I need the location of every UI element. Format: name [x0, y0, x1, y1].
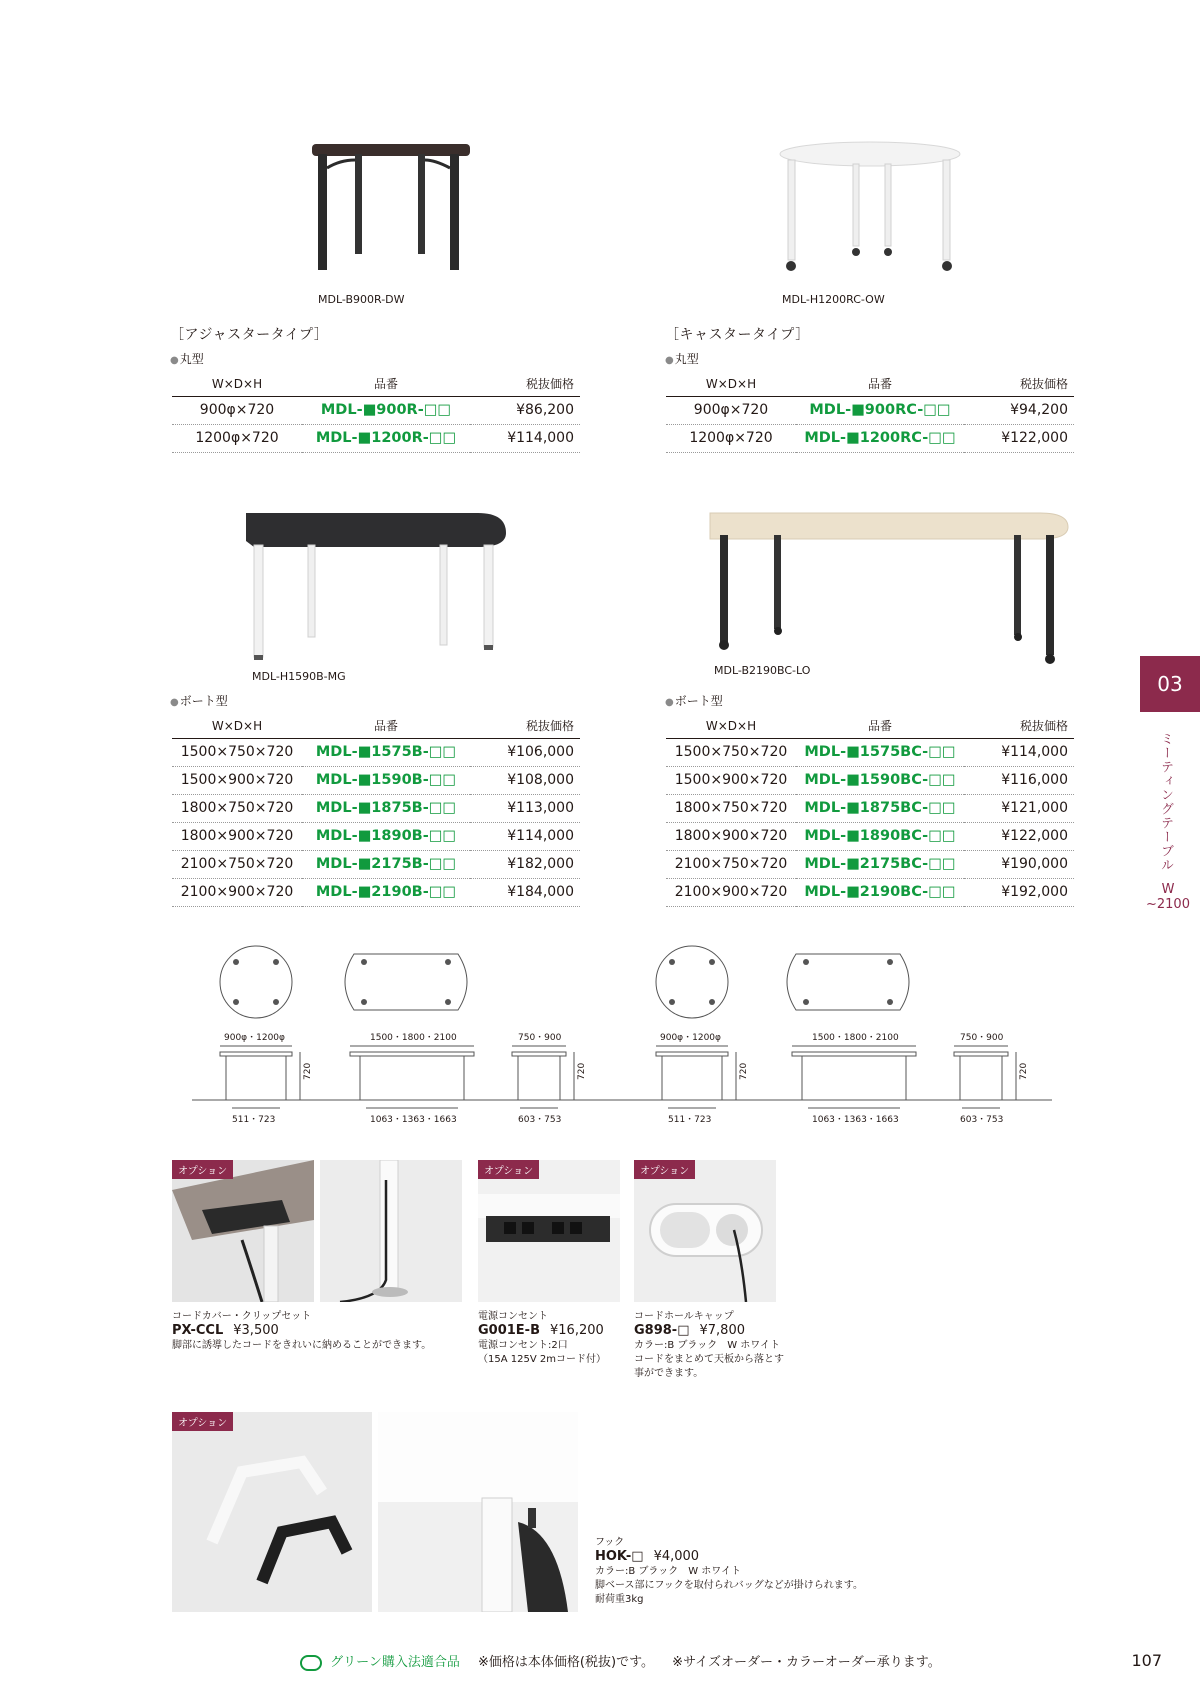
dim-boat-width-left: 1500・1800・2100: [370, 1033, 457, 1043]
caption-round-caster: MDL-H1200RC-OW: [782, 293, 885, 306]
product-photo-round-adjuster: [300, 138, 480, 278]
price-cell: ¥190,000: [964, 850, 1074, 878]
option-tag-hook: オプション: [172, 1412, 233, 1431]
code-cell: MDL-■1890BC-□□: [796, 822, 964, 850]
adjuster-type-title: ［アジャスタータイプ］: [170, 327, 329, 343]
table-row: [172, 878, 580, 906]
photo-cord-cover-1: [172, 1160, 314, 1302]
code-cell: MDL-■1890B-□□: [302, 822, 470, 850]
option-tag-cord-hole: オプション: [634, 1160, 695, 1179]
header-size: W×D×H: [666, 372, 796, 396]
size-cell: 1500×900×720: [666, 766, 796, 794]
table-row: [666, 396, 1074, 424]
size-cell: 1800×750×720: [666, 794, 796, 822]
size-cell: 2100×900×720: [172, 878, 302, 906]
option-desc: コードをまとめて天板から落とす: [634, 1354, 784, 1365]
product-photo-boat-caster: [706, 505, 1070, 665]
price-cell: ¥113,000: [470, 794, 580, 822]
boat-caster-table: [666, 714, 1074, 907]
option-price: ¥16,200: [550, 1323, 604, 1338]
option-desc: 脚ベース部にフックを取付られバッグなどが掛けられます。: [595, 1580, 863, 1591]
option-outlet: [478, 1310, 638, 1367]
table-row: [666, 822, 1074, 850]
code-cell: MDL-■1575BC-□□: [796, 738, 964, 766]
price-cell: ¥184,000: [470, 878, 580, 906]
table-row: [666, 738, 1074, 766]
header-price: 税抜価格: [470, 372, 580, 396]
table-row: [666, 878, 1074, 906]
width-label: W: [1161, 882, 1175, 897]
table-row: [666, 794, 1074, 822]
dim-round-width-left: 900φ・1200φ: [224, 1033, 285, 1043]
option-name: 電源コンセント: [478, 1311, 548, 1322]
option-code: G898-□: [634, 1323, 690, 1338]
option-cord-cover: [172, 1310, 472, 1353]
dim-height-3: 720: [739, 1062, 749, 1080]
header-code: 品番: [302, 372, 470, 396]
code-cell: MDL-■2190B-□□: [302, 878, 470, 906]
dim-height-2: 720: [577, 1062, 587, 1080]
price-cell: ¥192,000: [964, 878, 1074, 906]
round-caster-table: [666, 372, 1074, 453]
price-cell: ¥182,000: [470, 850, 580, 878]
option-price: ¥3,500: [233, 1323, 279, 1338]
table-row: [666, 850, 1074, 878]
table-row: [172, 738, 580, 766]
caster-type-title: ［キャスタータイプ］: [665, 327, 810, 343]
option-desc: 耐荷重3kg: [595, 1594, 644, 1605]
price-cell: ¥114,000: [964, 738, 1074, 766]
dim-boat-leg-left: 1063・1363・1663: [370, 1115, 457, 1125]
dim-depth-left: 750・900: [518, 1033, 562, 1043]
size-cell: 1200φ×720: [172, 424, 302, 452]
size-cell: 1800×900×720: [172, 822, 302, 850]
dim-boat-width-right: 1500・1800・2100: [812, 1033, 899, 1043]
option-code: PX-CCL: [172, 1323, 224, 1338]
size-cell: 1800×750×720: [172, 794, 302, 822]
code-cell: MDL-■1575B-□□: [302, 738, 470, 766]
table-row: [172, 850, 580, 878]
price-cell: ¥114,000: [470, 424, 580, 452]
table-row: [172, 794, 580, 822]
dim-depth-leg-right: 603・753: [960, 1115, 1004, 1125]
dim-height-1: 720: [303, 1062, 313, 1080]
price-cell: ¥108,000: [470, 766, 580, 794]
dim-boat-leg-right: 1063・1363・1663: [812, 1115, 899, 1125]
option-desc: 事ができます。: [634, 1368, 704, 1379]
option-desc: カラー:B ブラック W ホワイト: [634, 1340, 780, 1351]
code-cell: MDL-■1590BC-□□: [796, 766, 964, 794]
footer: [300, 1651, 941, 1671]
header-code: 品番: [796, 714, 964, 738]
dimension-diagram: [180, 940, 1060, 1130]
option-tag-cord-cover: オプション: [172, 1160, 233, 1179]
footer-note-order: ※サイズオーダー・カラーオーダー承ります。: [672, 1655, 941, 1670]
photo-hook-1: [172, 1412, 372, 1612]
photo-hook-2: [378, 1412, 578, 1612]
size-cell: 2100×750×720: [172, 850, 302, 878]
dim-height-4: 720: [1019, 1062, 1029, 1080]
size-cell: 900φ×720: [666, 396, 796, 424]
option-name: コードホールキャップ: [634, 1311, 734, 1322]
dim-round-leg-right: 511・723: [668, 1115, 712, 1125]
table-row: [666, 424, 1074, 452]
table-row: [172, 766, 580, 794]
option-cord-hole: [634, 1310, 814, 1381]
chapter-tab: 03: [1140, 656, 1200, 712]
code-cell: MDL-■2175B-□□: [302, 850, 470, 878]
caption-round-adjuster: MDL-B900R-DW: [318, 293, 405, 306]
caption-boat-caster: MDL-B2190BC-LO: [714, 664, 811, 677]
header-size: W×D×H: [172, 714, 302, 738]
round-label-left: ● 丸型: [170, 350, 204, 367]
price-cell: ¥94,200: [964, 396, 1074, 424]
table-row: [172, 396, 580, 424]
boat-label-left: ● ボート型: [170, 692, 228, 709]
size-cell: 2100×750×720: [666, 850, 796, 878]
caption-boat-adjuster: MDL-H1590B-MG: [252, 670, 346, 683]
page-number: 107: [1131, 1651, 1162, 1670]
size-cell: 900φ×720: [172, 396, 302, 424]
option-name: コードカバー・クリップセット: [172, 1311, 312, 1322]
price-cell: ¥106,000: [470, 738, 580, 766]
photo-cord-cover-2: [320, 1160, 462, 1302]
code-cell: MDL-■900RC-□□: [796, 396, 964, 424]
table-row: [172, 822, 580, 850]
code-cell: MDL-■1200R-□□: [302, 424, 470, 452]
size-cell: 1500×900×720: [172, 766, 302, 794]
round-adjuster-table: [172, 372, 580, 453]
option-code: HOK-□: [595, 1549, 644, 1564]
size-cell: 1500×750×720: [666, 738, 796, 766]
option-tag-outlet: オプション: [478, 1160, 539, 1179]
option-price: ¥4,000: [653, 1549, 700, 1564]
option-name: フック: [595, 1537, 625, 1548]
size-cell: 1500×750×720: [172, 738, 302, 766]
option-hook: [595, 1536, 895, 1607]
photo-outlet: [478, 1160, 620, 1302]
size-cell: 1200φ×720: [666, 424, 796, 452]
header-price: 税抜価格: [964, 372, 1074, 396]
header-code: 品番: [796, 372, 964, 396]
product-photo-boat-adjuster: [240, 505, 510, 665]
header-price: 税抜価格: [470, 714, 580, 738]
code-cell: MDL-■2190BC-□□: [796, 878, 964, 906]
width-range-value: ~2100: [1146, 897, 1190, 912]
header-code: 品番: [302, 714, 470, 738]
size-cell: 1800×900×720: [666, 822, 796, 850]
price-cell: ¥121,000: [964, 794, 1074, 822]
table-row: [666, 766, 1074, 794]
price-cell: ¥86,200: [470, 396, 580, 424]
footer-note-price: ※価格は本体価格(税抜)です。: [478, 1655, 655, 1670]
dim-depth-leg-left: 603・753: [518, 1115, 562, 1125]
code-cell: MDL-■1200RC-□□: [796, 424, 964, 452]
size-cell: 2100×900×720: [666, 878, 796, 906]
code-cell: MDL-■2175BC-□□: [796, 850, 964, 878]
option-desc: 電源コンセント:2口: [478, 1340, 568, 1351]
table-row: [172, 424, 580, 452]
option-code: G001E-B: [478, 1323, 540, 1338]
option-desc: カラー:B ブラック W ホワイト: [595, 1566, 741, 1577]
dim-round-leg-left: 511・723: [232, 1115, 276, 1125]
option-desc: （15A 125V 2mコード付）: [478, 1354, 606, 1365]
price-cell: ¥122,000: [964, 424, 1074, 452]
code-cell: MDL-■1875B-□□: [302, 794, 470, 822]
code-cell: MDL-■1590B-□□: [302, 766, 470, 794]
header-size: W×D×H: [172, 372, 302, 396]
round-label-right: ● 丸型: [665, 350, 699, 367]
code-cell: MDL-■900R-□□: [302, 396, 470, 424]
code-cell: MDL-■1875BC-□□: [796, 794, 964, 822]
header-price: 税抜価格: [964, 714, 1074, 738]
price-cell: ¥114,000: [470, 822, 580, 850]
width-range: [1138, 882, 1198, 912]
product-photo-round-caster: [778, 140, 962, 276]
option-price: ¥7,800: [699, 1323, 745, 1338]
boat-adjuster-table: [172, 714, 580, 907]
boat-label-right: ● ボート型: [665, 692, 723, 709]
price-cell: ¥116,000: [964, 766, 1074, 794]
green-mark-icon: [300, 1655, 322, 1671]
dim-depth-right: 750・900: [960, 1033, 1004, 1043]
dim-round-width-right: 900φ・1200φ: [660, 1033, 721, 1043]
photo-cord-hole: [634, 1160, 776, 1302]
option-desc: 脚部に誘導したコードをきれいに納めることができます。: [172, 1340, 432, 1351]
price-cell: ¥122,000: [964, 822, 1074, 850]
chapter-label: ミーティングテーブル: [1158, 732, 1173, 872]
green-purchase-label: グリーン購入法適合品: [330, 1655, 460, 1670]
header-size: W×D×H: [666, 714, 796, 738]
